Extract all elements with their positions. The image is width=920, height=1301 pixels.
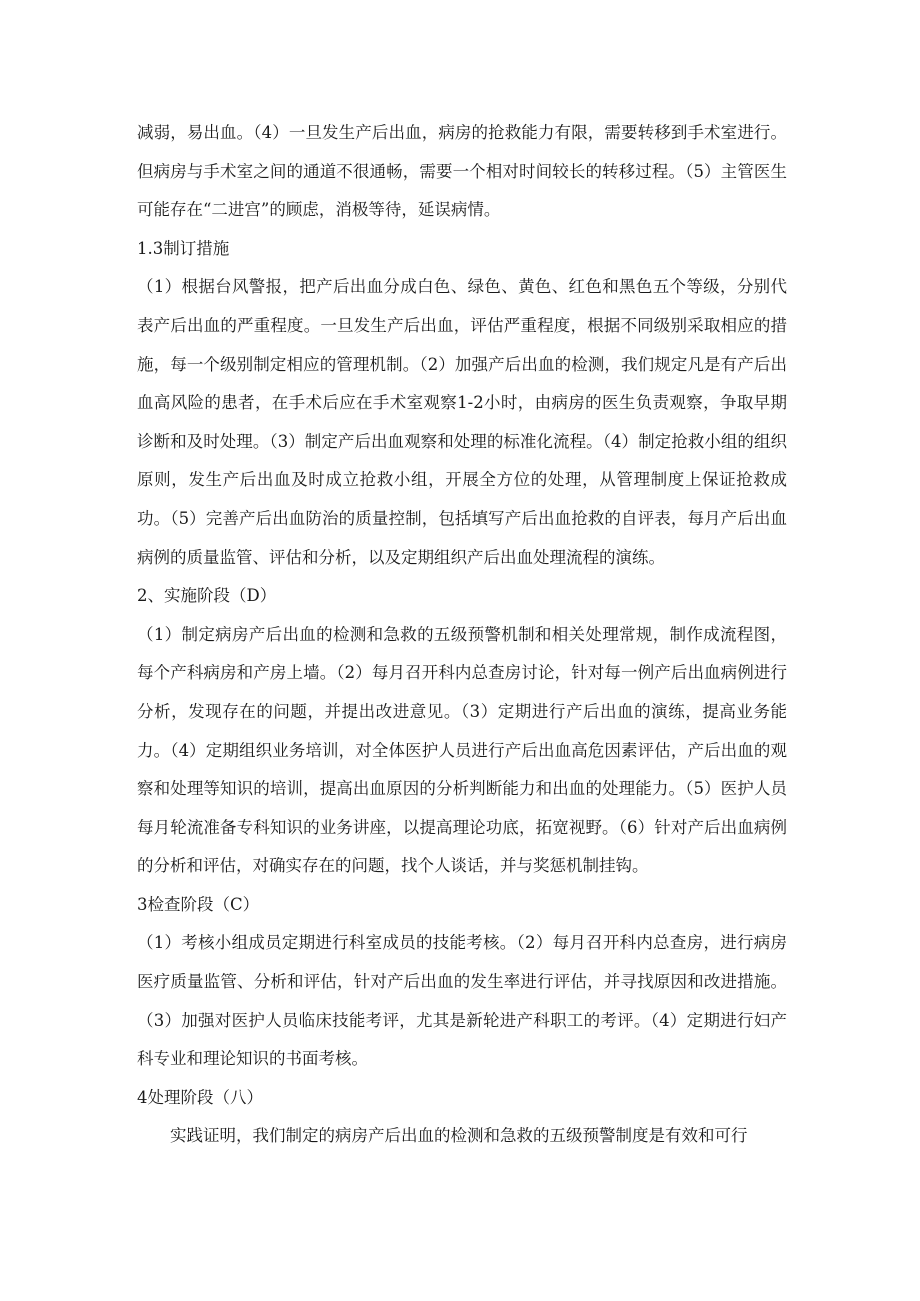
paragraph-measures: （1）根据台风警报，把产后出血分成白色、绿色、黄色、红色和黑色五个等级，分别代表产后出血的严重程度。一旦发生产后出血，评估严重程度，根据不同级别采取相应的措施，每一个级别制定相应的管理机制。（2）加强产后出血的检测，我们规定凡是有产后出血高风险的患者，在手术后应在手术室观察1-2小时，由病房的医生负责观察，争取早期诊断和及时处理。（3）制定产后出血观察和处理的标准化流程。（4）制定抢救小组的组织原则，发生产后出血及时成立抢救小组，开展全方位的处理，从管理制度上保证抢救成功。（5）完善产后出血防治的质量控制，包括填写产后出血抢救的自评表，每月产后出血病例的质量监管、评估和分析，以及定期组织产后出血处理流程的演练。 — [137, 277, 787, 567]
document-body — [137, 114, 787, 1156]
paragraph-implementation: （1）制定病房产后出血的检测和急救的五级预警机制和相关处理常规，制作成流程图，每个产科病房和产房上墙。（2）每月召开科内总查房讨论，针对每一例产后出血病例进行分析，发现存在的问题，并提出改进意见。（3）定期进行产后出血的演练，提高业务能力。（4）定期组织业务培训，对全体医护人员进行产后出血高危因素评估，产后出血的观察和处理等知识的培训，提高出血原因的分析判断能力和出血的处理能力。（5）医护人员每月轮流准备专科知识的业务讲座，以提高理论功底，拓宽视野。（6）针对产后出血病例的分析和评估，对确实存在的问题，找个人谈话，并与奖惩机制挂钩。 — [137, 624, 787, 876]
paragraph-risk-factors-cont: 减弱，易出血。（4）一旦发生产后出血，病房的抢救能力有限，需要转移到手术室进行。但病房与手术室之间的通道不很通畅，需要一个相对时间较长的转移过程。（5）主管医生可能存在“二进宫”的顾虑，消极等待，延误病情。 — [137, 123, 787, 220]
heading-2-implementation: 2、实施阶段（D） — [137, 586, 277, 606]
paragraph-conclusion: 实践证明，我们制定的病房产后出血的检测和急救的五级预警制度是有效和可行 — [170, 1126, 748, 1146]
heading-3-check: 3检查阶段（C） — [137, 894, 260, 914]
heading-1-3-measures: 1.3制订措施 — [137, 238, 230, 258]
heading-4-action: 4处理阶段（八） — [137, 1087, 263, 1107]
paragraph-check: （1）考核小组成员定期进行科室成员的技能考核。（2）每月召开科内总查房，进行病房医疗质量监管、分析和评估，针对产后出血的发生率进行评估，并寻找原因和改进措施。（3）加强对医护人员临床技能考评，尤其是新轮进产科职工的考评。（4）定期进行妇产科专业和理论知识的书面考核。 — [137, 933, 787, 1069]
